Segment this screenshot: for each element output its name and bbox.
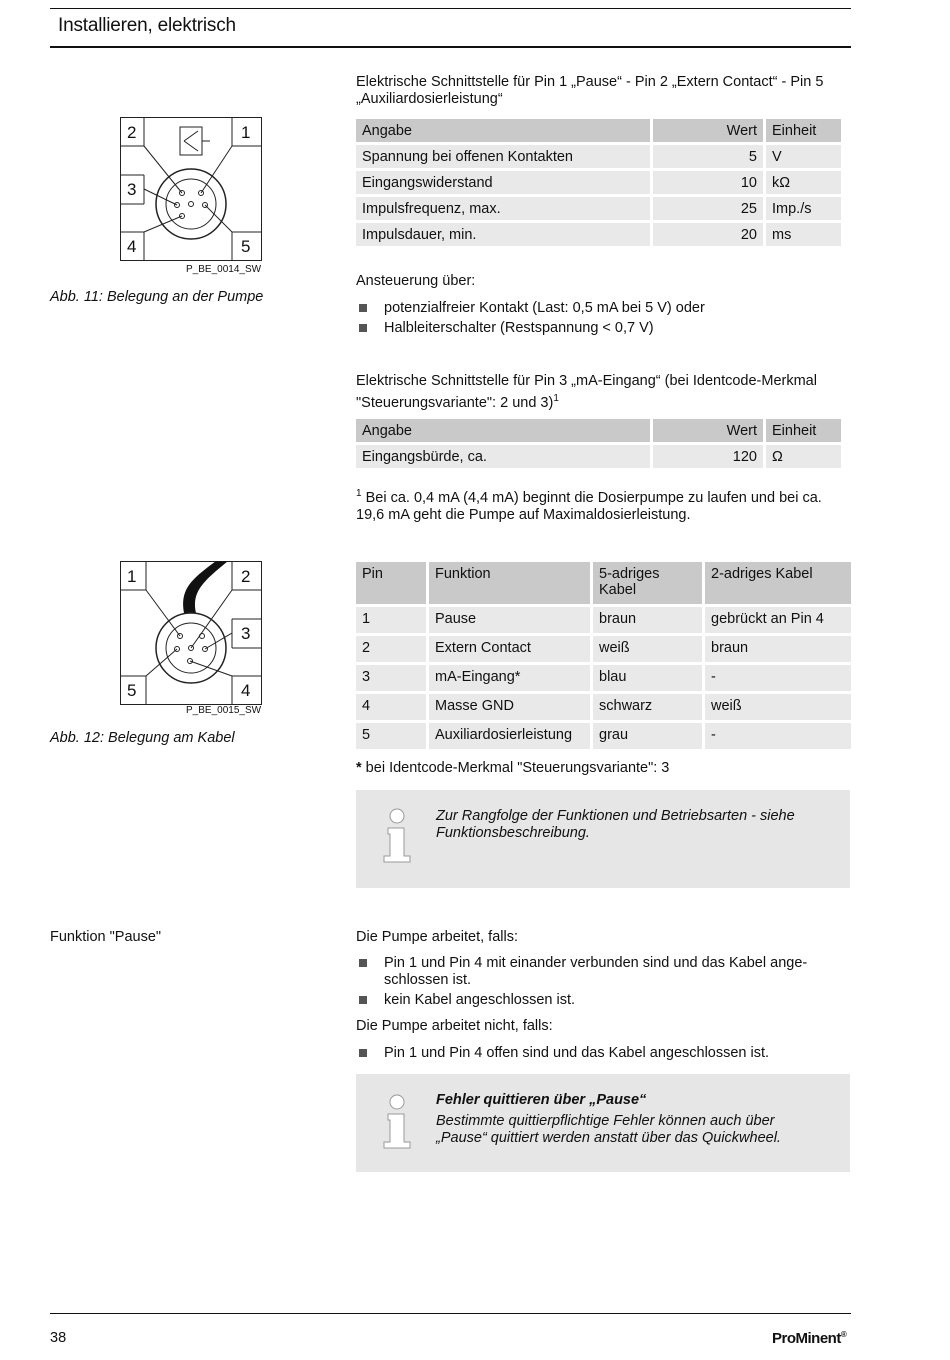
table-header-row: [356, 562, 851, 604]
table-header-row: [356, 419, 841, 442]
header-cell: [593, 562, 702, 604]
pin-label-4: 4: [127, 237, 137, 256]
table-cell: V: [766, 145, 841, 168]
header-cell: Angabe: [356, 119, 650, 142]
header-cell: 2-adriges Kabel: [705, 562, 851, 604]
note-line: Funktionsbeschreibung.: [436, 825, 590, 841]
section1-intro-line2: „Auxiliardosierleistung“: [356, 91, 503, 107]
page-title: Installieren, elektrisch: [58, 15, 236, 36]
note-text: [436, 1092, 781, 1147]
table-cell: Extern Contact: [429, 636, 590, 662]
table-cell: 25: [653, 197, 763, 220]
section2-intro-line1: Elektrische Schnittstelle für Pin 3 „mA-Eingang“ (bei Identcode-Merkmal: [356, 373, 817, 389]
pause-works-label: Die Pumpe arbeitet, falls:: [356, 929, 518, 945]
pause-not-works-list: [356, 1045, 769, 1065]
table-cell: Spannung bei offenen Kontakten: [356, 145, 650, 168]
section2-intro-line2: [356, 390, 817, 412]
table-cell: schwarz: [593, 694, 702, 720]
section1-intro-line1: Elektrische Schnittstelle für Pin 1 „Pause“ - Pin 2 „Extern Contact“ - Pin 5: [356, 74, 824, 90]
bullet-square-icon: [359, 959, 367, 967]
bullet-square-icon: [359, 324, 367, 332]
pin-label-3: 3: [241, 624, 251, 643]
table-cell: 2: [356, 636, 426, 662]
logo-trademark: ®: [840, 1330, 847, 1339]
header-cell: Einheit: [766, 119, 841, 142]
figure-11-diagram: [120, 117, 262, 261]
info-icon: [380, 808, 414, 864]
note-line: „Pause“ quittiert werden anstatt über das Quickwheel.: [436, 1130, 781, 1146]
list-item-text: Halbleiterschalter (Restspannung < 0,7 V): [384, 320, 654, 336]
footnote-line2: 19,6 mA geht die Pumpe auf Maximaldosierleistung.: [356, 506, 691, 523]
footnote-text: bei Identcode-Merkmal "Steuerungsvariante": 3: [361, 760, 670, 776]
table-cell: weiß: [593, 636, 702, 662]
spec-table-2: [353, 416, 844, 471]
table-row: [356, 636, 851, 662]
table-row: [356, 665, 851, 691]
table-cell: 5: [356, 723, 426, 749]
table-cell: blau: [593, 665, 702, 691]
table-cell: kΩ: [766, 171, 841, 194]
list-item-text: Pin 1 und Pin 4 mit einander verbunden sind und das Kabel ange-: [384, 955, 808, 971]
list-item: [356, 320, 705, 337]
section2-intro: [356, 373, 817, 412]
list-item: [356, 955, 807, 989]
logo-text: ProMinent: [772, 1330, 841, 1347]
table-cell: Eingangsbürde, ca.: [356, 445, 650, 468]
table-cell: -: [705, 665, 851, 691]
table-cell: grau: [593, 723, 702, 749]
pin-label-2: 2: [127, 123, 137, 142]
pin-label-2: 2: [241, 567, 251, 586]
info-note-1: [356, 790, 850, 888]
section1-intro: [356, 74, 823, 108]
footnote-marker: 1: [553, 393, 559, 404]
note-text: [436, 808, 795, 842]
info-icon: [380, 1094, 414, 1150]
header-top-rule: [50, 8, 851, 9]
section2-intro-line2-text: "Steuerungsvariante": 2 und 3): [356, 394, 554, 411]
table-cell: ms: [766, 223, 841, 246]
table-header-row: [356, 119, 841, 142]
pin-label-1: 1: [127, 567, 137, 586]
table-row: [356, 607, 851, 633]
note-line: Zur Rangfolge der Funktionen und Betriebsarten - siehe: [436, 808, 795, 824]
footnote-star: *: [356, 760, 362, 776]
header-cell-line: 5-adriges: [599, 566, 660, 582]
figure-12-code: P_BE_0015_SW: [186, 705, 262, 716]
table-cell: Eingangswiderstand: [356, 171, 650, 194]
table-row: [356, 223, 841, 246]
table-cell: -: [705, 723, 851, 749]
header-cell: Funktion: [429, 562, 590, 604]
figure-12-diagram: [120, 561, 262, 705]
table-cell: 20: [653, 223, 763, 246]
header-cell: Einheit: [766, 419, 841, 442]
pin-table-footnote: [356, 760, 669, 777]
header-bottom-rule: [50, 46, 851, 48]
bullet-square-icon: [359, 304, 367, 312]
pin-label-3: 3: [127, 180, 137, 199]
list-item: [356, 300, 705, 317]
table-cell: 5: [653, 145, 763, 168]
footnote-marker: 1: [356, 488, 362, 499]
section2-footnote: [356, 485, 822, 524]
table-cell: Masse GND: [429, 694, 590, 720]
header-cell: Pin: [356, 562, 426, 604]
table-cell: gebrückt an Pin 4: [705, 607, 851, 633]
page-number: 38: [50, 1330, 67, 1346]
table-cell: 3: [356, 665, 426, 691]
figure-12-caption: Abb. 12: Belegung am Kabel: [50, 730, 235, 746]
table-cell: weiß: [705, 694, 851, 720]
table-row: [356, 723, 851, 749]
note-title: Fehler quittieren über „Pause“: [436, 1092, 647, 1108]
table-cell: Ω: [766, 445, 841, 468]
footnote-line1: [356, 485, 822, 507]
info-note-2: [356, 1074, 850, 1172]
table-cell: 4: [356, 694, 426, 720]
table-cell: Impulsfrequenz, max.: [356, 197, 650, 220]
table-row: [356, 145, 841, 168]
pin-label-5: 5: [241, 237, 251, 256]
pause-not-works-label: Die Pumpe arbeitet nicht, falls:: [356, 1018, 553, 1034]
table-cell: braun: [705, 636, 851, 662]
table-row: [356, 197, 841, 220]
list-item-text: schlossen ist.: [384, 972, 472, 988]
note-line: Bestimmte quittierpflichtige Fehler können auch über: [436, 1113, 775, 1129]
pause-works-list: [356, 955, 807, 1012]
brand-logo: [772, 1330, 846, 1347]
list-item-text: Pin 1 und Pin 4 offen sind und das Kabel angeschlossen ist.: [384, 1045, 770, 1061]
pin-label-4: 4: [241, 681, 251, 700]
table-cell: Impulsdauer, min.: [356, 223, 650, 246]
bullet-square-icon: [359, 996, 367, 1004]
table-cell: 1: [356, 607, 426, 633]
control-label: Ansteuerung über:: [356, 273, 476, 289]
footnote-text: Bei ca. 0,4 mA (4,4 mA) beginnt die Dosierpumpe zu laufen und bei ca.: [365, 489, 822, 506]
table-row: [356, 694, 851, 720]
list-item-text: potenzialfreier Kontakt (Last: 0,5 mA bei 5 V) oder: [384, 300, 705, 316]
footer-rule: [50, 1313, 851, 1314]
pause-heading: Funktion "Pause": [50, 929, 162, 945]
bullet-square-icon: [359, 1049, 367, 1057]
header-cell: Wert: [653, 419, 763, 442]
header-cell-line: Kabel: [599, 582, 637, 598]
table-cell: 120: [653, 445, 763, 468]
table-cell: Auxiliardosierleistung: [429, 723, 590, 749]
table-cell: Imp./s: [766, 197, 841, 220]
table-cell: 10: [653, 171, 763, 194]
table-cell: mA-Eingang*: [429, 665, 590, 691]
list-item: [356, 1045, 769, 1062]
pin-label-5: 5: [127, 681, 137, 700]
spec-table-1: [353, 116, 844, 249]
header-cell: Angabe: [356, 419, 650, 442]
figure-11-code: P_BE_0014_SW: [186, 264, 262, 275]
control-bullet-list: [356, 300, 705, 340]
table-cell: braun: [593, 607, 702, 633]
header-cell: Wert: [653, 119, 763, 142]
list-item: [356, 992, 807, 1009]
table-row: [356, 171, 841, 194]
figure-11-caption: Abb. 11: Belegung an der Pumpe: [50, 289, 264, 305]
list-item-text: kein Kabel angeschlossen ist.: [384, 992, 576, 1008]
pin-label-1: 1: [241, 123, 251, 142]
table-cell: Pause: [429, 607, 590, 633]
table-row: [356, 445, 841, 468]
pin-assignment-table: [353, 559, 854, 752]
